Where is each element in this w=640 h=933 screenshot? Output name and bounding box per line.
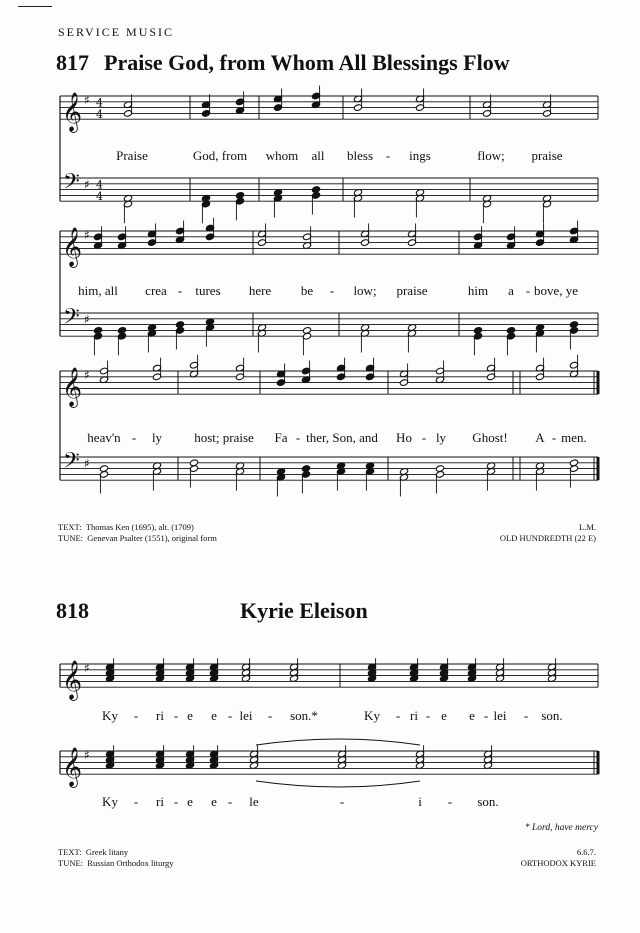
lyric-syllable: ther, Son, and: [306, 430, 378, 445]
lyric-syllable: -: [173, 708, 179, 723]
lyric-syllable: tures: [195, 283, 221, 298]
meter: 6.6.7.: [576, 847, 596, 857]
tune-credit: Genevan Psalter (1551), original form: [87, 533, 217, 543]
lyric-syllable: ly: [435, 430, 447, 445]
lyric-syllable: host; praise: [194, 430, 254, 445]
slur: [256, 739, 420, 745]
lyric-syllable: e: [187, 794, 193, 809]
lyric-syllable: -: [551, 430, 557, 445]
lyric-syllable: -: [227, 794, 233, 809]
lyric-syllable: Ky: [102, 708, 118, 723]
hymn-818-number: 818: [56, 598, 89, 623]
lyric-syllable: be: [300, 283, 314, 298]
lyric-syllable: -: [447, 794, 453, 809]
hymn-818-tune-info: [521, 847, 596, 869]
lyric-syllable: A: [535, 430, 545, 445]
lyric-syllable: -: [173, 794, 179, 809]
lyric-syllable: Fa: [274, 430, 288, 445]
lyric-syllable: -: [227, 708, 233, 723]
tune-credit: Russian Orthodox liturgy: [87, 858, 174, 868]
lyric-syllable: e: [211, 794, 217, 809]
slur: [256, 781, 420, 787]
lyric-syllable: Ky: [364, 708, 380, 723]
hymn-817-lyrics-line-1: [0, 148, 640, 164]
tune-name: ORTHODOX KYRIE: [520, 858, 596, 868]
lyric-syllable: men.: [561, 430, 587, 445]
tune-credit-label: TUNE:: [58, 533, 84, 543]
time-signature: 4: [96, 178, 103, 192]
lyric-syllable: Ho: [396, 430, 412, 445]
time-signature: 4: [96, 190, 103, 204]
tune-name: OLD HUNDREDTH (22 E): [499, 533, 596, 543]
lyric-syllable: Ghost!: [472, 430, 508, 445]
treble-clef-icon: 𝄞: [62, 747, 83, 788]
text-credit-label: TEXT:: [58, 847, 82, 857]
treble-clef-icon: 𝄞: [62, 660, 83, 701]
hymn-817-lyrics-line-2: [0, 283, 640, 299]
lyric-syllable: a: [508, 283, 514, 298]
lyric-syllable: son.*: [290, 708, 318, 723]
lyric-syllable: all: [311, 148, 325, 163]
lyric-syllable: -: [177, 283, 183, 298]
lyric-syllable: ly: [151, 430, 163, 445]
lyric-syllable: -: [395, 708, 401, 723]
hymn-817-lyrics-line-3: [0, 430, 640, 446]
lyric-syllable: -: [525, 283, 531, 298]
meter: L.M.: [579, 522, 596, 532]
lyric-syllable: here: [248, 283, 272, 298]
lyric-syllable: Ky: [102, 794, 118, 809]
hymn-818-lyrics-line-1: [0, 708, 640, 724]
lyric-syllable: God, from: [192, 148, 248, 163]
lyric-syllable: -: [483, 708, 489, 723]
lyric-syllable: -: [523, 708, 529, 723]
sharp-icon: ♯: [84, 747, 90, 762]
lyric-syllable: -: [133, 794, 139, 809]
lyric-syllable: e: [469, 708, 475, 723]
treble-clef-icon: 𝄞: [62, 367, 83, 408]
sharp-icon: ♯: [84, 456, 90, 471]
sharp-icon: ♯: [84, 92, 90, 107]
lyric-syllable: -: [267, 708, 273, 723]
sharp-icon: ♯: [84, 660, 90, 675]
lyric-syllable: le: [249, 794, 259, 809]
lyric-syllable: -: [133, 708, 139, 723]
lyric-syllable: -: [339, 794, 345, 809]
lyric-syllable: -: [385, 148, 391, 163]
lyric-syllable: ri: [156, 794, 164, 809]
lyric-syllable: -: [329, 283, 335, 298]
lyric-syllable: low;: [353, 283, 377, 298]
lyric-syllable: lei: [239, 708, 253, 723]
text-credit: Thomas Ken (1695), alt. (1709): [85, 522, 194, 532]
lyric-syllable: e: [187, 708, 193, 723]
time-signature: 4: [96, 96, 103, 110]
lyric-syllable: flow;: [477, 148, 505, 163]
lyric-syllable: him, all: [78, 283, 118, 298]
lyric-syllable: -: [425, 708, 431, 723]
sharp-icon: ♯: [84, 227, 90, 242]
bass-clef-icon: 𝄢: [63, 304, 80, 335]
bass-clef-icon: 𝄢: [63, 169, 80, 200]
lyric-syllable: e: [211, 708, 217, 723]
hymn-817-tune-info: [500, 522, 596, 544]
text-credit-label: TEXT:: [58, 522, 82, 532]
hymn-818-credits: [58, 847, 174, 869]
lyric-syllable: bove, ye: [533, 283, 579, 298]
lyric-syllable: e: [441, 708, 447, 723]
sharp-icon: ♯: [84, 312, 90, 327]
lyric-syllable: -: [295, 430, 301, 445]
sharp-icon: ♯: [84, 367, 90, 382]
sharp-icon: ♯: [84, 177, 90, 192]
hymn-817-number: 817: [56, 50, 89, 75]
section-heading: SERVICE MUSIC: [58, 25, 175, 39]
lyric-syllable: whom: [265, 148, 299, 163]
lyric-syllable: son.: [477, 794, 499, 809]
lyric-syllable: him: [467, 283, 489, 298]
lyric-syllable: i: [418, 794, 422, 809]
tune-credit-label: TUNE:: [58, 858, 84, 868]
treble-clef-icon: 𝄞: [62, 227, 83, 268]
lyric-syllable: lei: [493, 708, 507, 723]
lyric-syllable: son.: [541, 708, 563, 723]
treble-clef-icon: 𝄞: [62, 92, 83, 133]
hymn-817-title: Praise God, from Whom All Blessings Flow: [104, 50, 510, 75]
text-credit: Greek litany: [85, 847, 129, 857]
lyric-syllable: -: [421, 430, 427, 445]
lyric-syllable: bless: [347, 148, 373, 163]
lyric-syllable: crea: [145, 283, 167, 298]
lyric-syllable: -: [131, 430, 137, 445]
lyric-syllable: ri: [410, 708, 418, 723]
lyric-syllable: ings: [409, 148, 431, 163]
hymn-817-credits: [58, 522, 217, 544]
lyric-syllable: heav'n: [87, 430, 121, 445]
lyric-syllable: ri: [156, 708, 164, 723]
lyric-syllable: Praise: [116, 148, 148, 163]
footnote: * Lord, have mercy: [524, 823, 598, 833]
lyric-syllable: praise: [531, 148, 563, 163]
lyric-syllable: praise: [396, 283, 428, 298]
hymn-818-title: Kyrie Eleison: [240, 598, 368, 623]
bass-clef-icon: 𝄢: [63, 448, 80, 479]
time-signature: 4: [96, 108, 103, 122]
hymn-818-lyrics-line-2: [0, 794, 640, 810]
